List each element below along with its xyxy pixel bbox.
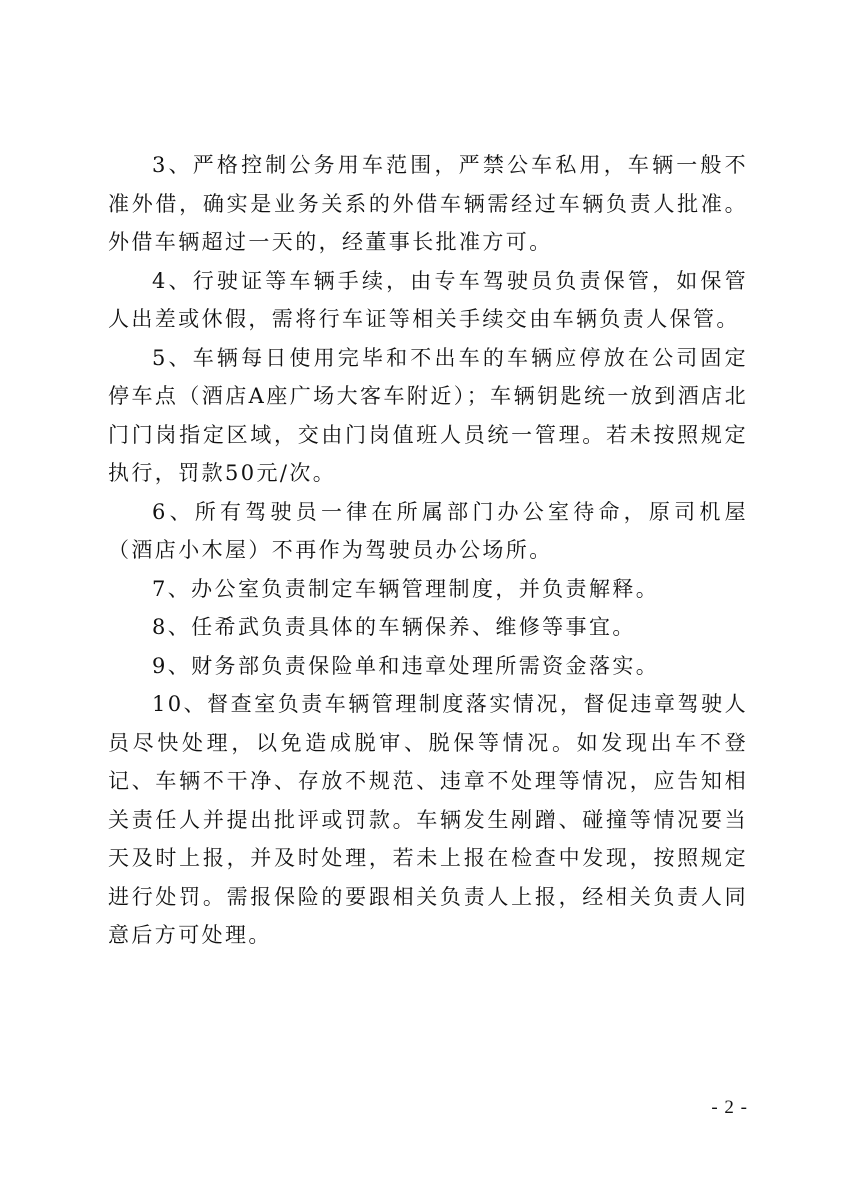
paragraph-item-5: 5、车辆每日使用完毕和不出车的车辆应停放在公司固定停车点（酒店A座广场大客车附近）；车辆钥匙统一放到酒店北门门岗指定区域，交由门岗值班人员统一管理。若未按照规定执行，罚款50元/次。 <box>108 345 748 485</box>
paragraph-item-9: 9、财务部负责保险单和违章处理所需资金落实。 <box>152 653 660 678</box>
paragraph-item-3: 3、严格控制公务用车范围，严禁公车私用，车辆一般不准外借，确实是业务关系的外借车辆需经过车辆负责人批准。外借车辆超过一天的，经董事长批准方可。 <box>108 153 748 254</box>
document-body <box>108 146 748 955</box>
paragraph-item-6: 6、所有驾驶员一律在所属部门办公室待命，原司机屋（酒店小木屋）不再作为驾驶员办公场所。 <box>108 499 748 562</box>
paragraph-item-7: 7、办公室负责制定车辆管理制度，并负责解释。 <box>152 576 660 601</box>
paragraph-item-10: 10、督查室负责车辆管理制度落实情况，督促违章驾驶人员尽快处理，以免造成脱审、脱保等情况。如发现出车不登记、车辆不干净、存放不规范、违章不处理等情况，应告知相关责任人并提出批评或罚款。车辆发生剐蹭、碰撞等情况要当天及时上报，并及时处理，若未上报在检查中发现，按照规定进行处罚。需报保险的要跟相关负责人上报，经相关负责人同意后方可处理。 <box>108 692 748 947</box>
page-number: - 2 - <box>711 1097 748 1118</box>
paragraph-item-8: 8、任希武负责具体的车辆保养、维修等事宜。 <box>152 615 636 639</box>
paragraph-item-4: 4、行驶证等车辆手续，由专车驾驶员负责保管，如保管人出差或休假，需将行车证等相关手续交由车辆负责人保管。 <box>108 268 748 331</box>
